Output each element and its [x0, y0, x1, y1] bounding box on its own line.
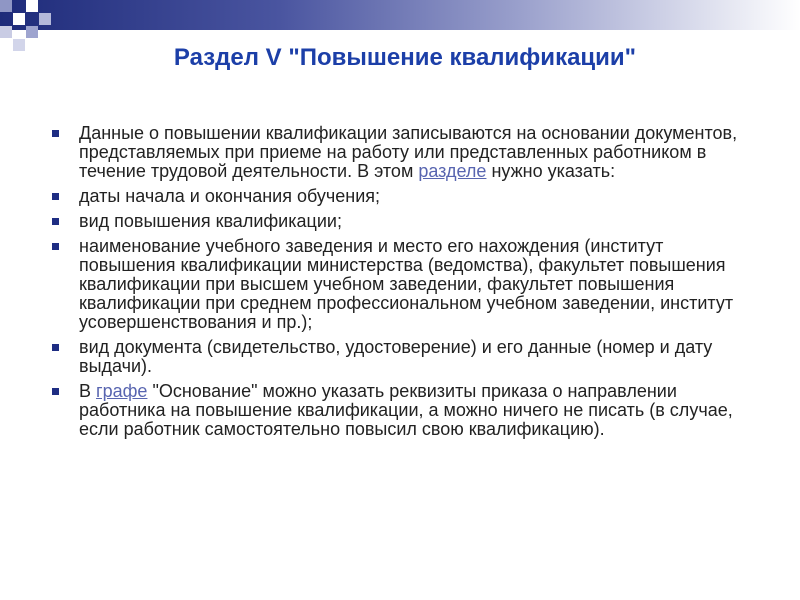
- header-gradient-bar: [0, 0, 800, 30]
- slide-title: Раздел V "Повышение квалификации": [173, 44, 637, 71]
- bullet-text: вид повышения квалификации;: [79, 211, 342, 231]
- bullet-text: нужно указать:: [486, 161, 616, 181]
- bullet-item: [52, 338, 752, 376]
- bullet-item: [52, 237, 752, 332]
- bullet-item: [52, 382, 752, 439]
- decor-square: [0, 26, 12, 38]
- bullet-text: "Основание" можно указать реквизиты приказа о направлении работника на повышение квалификации, а можно ничего не писать (в случае, если работник самостоятельно повысил свою квалификацию).: [79, 381, 733, 439]
- bullet-text: В: [79, 381, 97, 401]
- bullet-list: [52, 124, 752, 445]
- decor-square: [39, 13, 51, 25]
- bullet-item: [52, 124, 752, 181]
- bullet-item: [52, 212, 752, 231]
- link-grafa[interactable]: графе: [96, 381, 148, 401]
- decor-square: [0, 0, 12, 12]
- link-razdel[interactable]: разделе: [418, 161, 487, 181]
- bullet-item: [52, 187, 752, 206]
- bullet-text: вид документа (свидетельство, удостоверение) и его данные (номер и дату выдачи).: [79, 337, 713, 376]
- decor-square: [13, 39, 25, 51]
- bullet-text: Данные о повышении квалификации записываются на основании документов, представляемых при приеме на работу или представленных работником в течение трудовой деятельности. В этом: [79, 123, 738, 181]
- bullet-text: наименование учебного заведения и место его нахождения (институт повышения квалификации министерства (ведомства), факультет повышения квалификации при высшем учебном заведении, факультет повышения квалификации при среднем профессиональном учебном заведении, институт усовершенствования и пр.);: [79, 236, 734, 332]
- decor-square: [26, 0, 38, 12]
- bullet-text: даты начала и окончания обучения;: [79, 186, 381, 206]
- decor-square: [13, 13, 25, 25]
- decor-square: [26, 26, 38, 38]
